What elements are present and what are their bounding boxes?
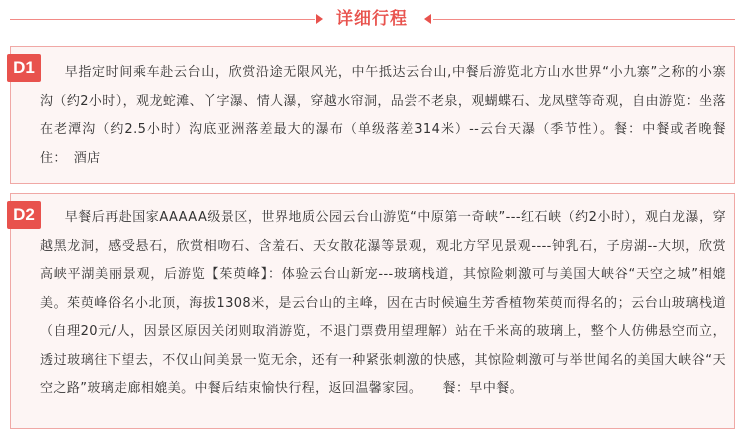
section-header bbox=[0, 0, 745, 40]
day-description-d2: 早餐后再赴国家AAAAA级景区，世界地质公园云台山游览“中原第一奇峡”---红石峡（约2小时），观白龙瀑，穿越黑龙洞，感受悬石，欣赏相吻石、含羞石、天女散花瀑等景观，观北方罕见景观----钟乳石，子房湖--大坝，欣赏高峡平湖美丽景观，后游览【茱萸峰】：体验云台山新宠---玻璃栈道，其惊险刺激可与美国大峡谷“天空之城”相媲美。茱萸峰俗名小北顶，海拔1308米，是云台山的主峰，因在古时候遍生芳香植物茱萸而得名的；云台山玻璃栈道（自理20元/人，因景区原因关闭则取消游览，不退门票费用望理解）站在千米高的玻璃上，整个人仿佛悬空而立，透过玻璃往下望去，不仅山间美景一览无余，还有一种紧张刺激的快感，其惊险刺激可与举世闻名的美国大峡谷“天空之路”玻璃走廊相媲美。中餐后结束愉快行程，返回温馨家园。 餐：早中餐。 bbox=[40, 210, 726, 396]
day-card-d2 bbox=[10, 193, 735, 429]
section-title: 详细行程 bbox=[336, 9, 408, 29]
header-arrow-right-icon bbox=[424, 14, 431, 24]
header-divider-right bbox=[433, 19, 735, 20]
day-card-d1 bbox=[10, 46, 740, 184]
day-badge-d1: D1 bbox=[7, 54, 41, 82]
day-badge-d2: D2 bbox=[7, 201, 41, 229]
header-divider-left bbox=[10, 19, 315, 20]
day-description-d1: 早指定时间乘车赴云台山，欣赏沿途无限风光，中午抵达云台山,中餐后游览北方山水世界“小九寨”之称的小寨沟（约2小时），观龙蛇滩、丫字瀑、情人瀑，穿越水帘洞，品尝不老泉，观蝴蝶石、龙凤壁等奇观，自由游览：坐落在老潭沟（约2.5小时）沟底亚洲落差最大的瀑布（单级落差314米）--云台天瀑（季节性）。餐：中餐或者晚餐 住： 酒店 bbox=[40, 65, 740, 166]
